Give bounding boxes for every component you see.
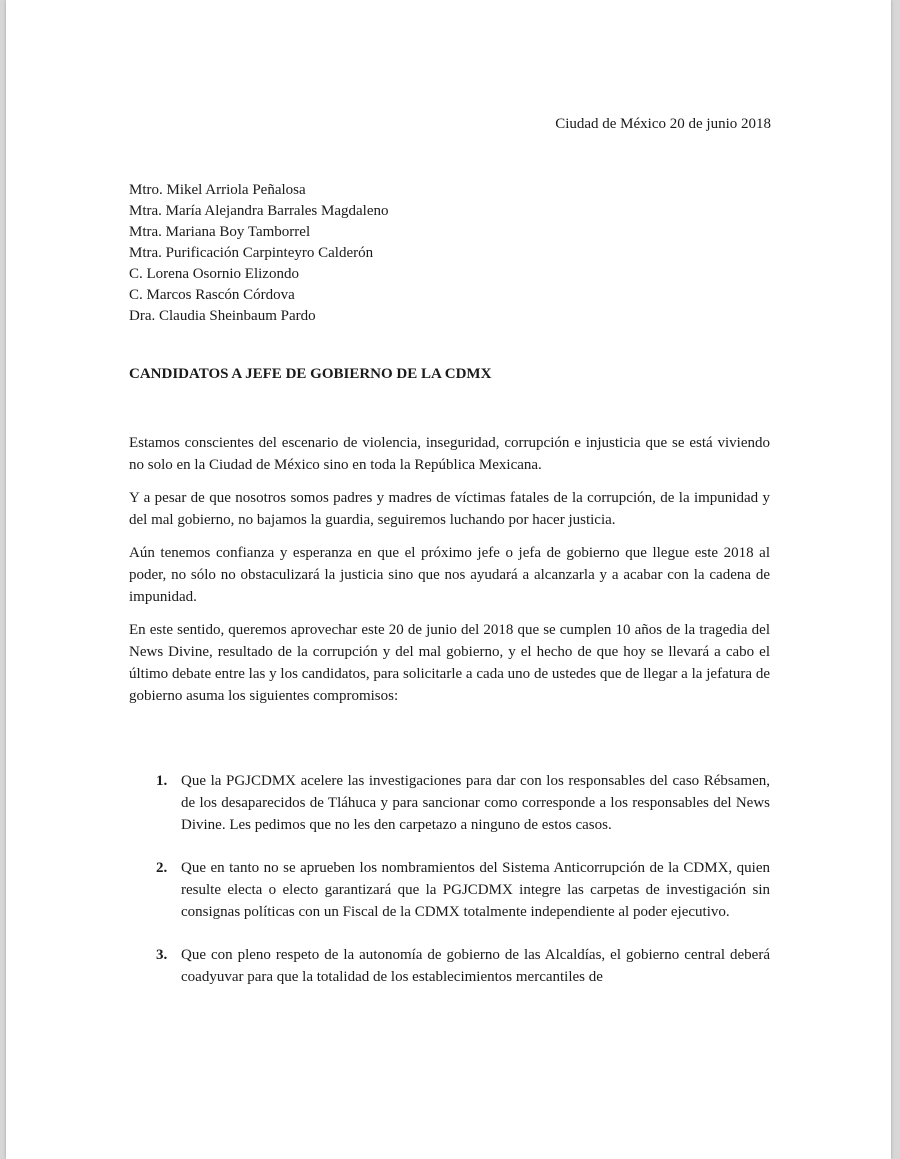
recipient-name: Mtra. Mariana Boy Tamborrel — [129, 224, 311, 240]
commitment-text: Que la PGJCDMX acelere las investigaciones para dar con los responsables del caso Rébsamen, de los desaparecidos de Tláhuca y para sancionar como corresponde a los responsables del News Divine. Les pedimos que no les den carpetazo a ninguno de estos casos. — [181, 773, 770, 833]
recipient-name: C. Marcos Rascón Córdova — [129, 287, 295, 303]
commitment-text: Que en tanto no se aprueben los nombramientos del Sistema Anticorrupción de la CDMX, quien resulte electa o electo garantizará que la PGJCDMX integre las carpetas de investigación sin consignas políticas con un Fiscal de la CDMX totalmente independiente al poder ejecutivo. — [181, 860, 770, 920]
commitments-list — [156, 770, 770, 1009]
letter-heading: CANDIDATOS A JEFE DE GOBIERNO DE LA CDMX — [129, 366, 492, 382]
document-page — [6, 0, 891, 1159]
recipient-name: Dra. Claudia Sheinbaum Pardo — [129, 308, 316, 324]
recipient-name: Mtro. Mikel Arriola Peñalosa — [129, 182, 306, 198]
commitment-item — [156, 770, 770, 836]
commitment-number: 2. — [156, 860, 168, 876]
body-paragraph: Y a pesar de que nosotros somos padres y madres de víctimas fatales de la corrupción, de la impunidad y del mal gobierno, no bajamos la guardia, seguiremos luchando por hacer justicia. — [129, 490, 770, 528]
recipient-name: C. Lorena Osornio Elizondo — [129, 266, 299, 282]
commitment-number: 3. — [156, 947, 168, 963]
body-paragraph: En este sentido, queremos aprovechar este 20 de junio del 2018 que se cumplen 10 años de la tragedia del News Divine, resultado de la corrupción y del mal gobierno, y el hecho de que hoy se llevará a cabo el último debate entre las y los candidatos, para solicitarle a cada uno de ustedes que de llegar a la jefatura de gobierno asuma los siguientes compromisos: — [129, 622, 770, 704]
commitment-item — [156, 944, 770, 988]
letter-body — [129, 432, 770, 718]
body-paragraph: Estamos conscientes del escenario de violencia, inseguridad, corrupción e injusticia que se está viviendo no solo en la Ciudad de México sino en toda la República Mexicana. — [129, 435, 770, 473]
commitment-text: Que con pleno respeto de la autonomía de gobierno de las Alcaldías, el gobierno central deberá coadyuvar para que la totalidad de los establecimientos mercantiles de — [181, 947, 770, 985]
body-paragraph: Aún tenemos confianza y esperanza en que el próximo jefe o jefa de gobierno que llegue este 2018 al poder, no sólo no obstaculizará la justicia sino que nos ayudará a alcanzarla y a acabar con la cadena de impunidad. — [129, 545, 770, 605]
commitment-item — [156, 857, 770, 923]
recipient-name: Mtra. Purificación Carpinteyro Calderón — [129, 245, 374, 261]
letter-date: Ciudad de México 20 de junio 2018 — [555, 116, 771, 132]
commitment-number: 1. — [156, 773, 168, 789]
recipient-name: Mtra. María Alejandra Barrales Magdaleno — [129, 203, 389, 219]
recipient-list — [129, 180, 388, 327]
